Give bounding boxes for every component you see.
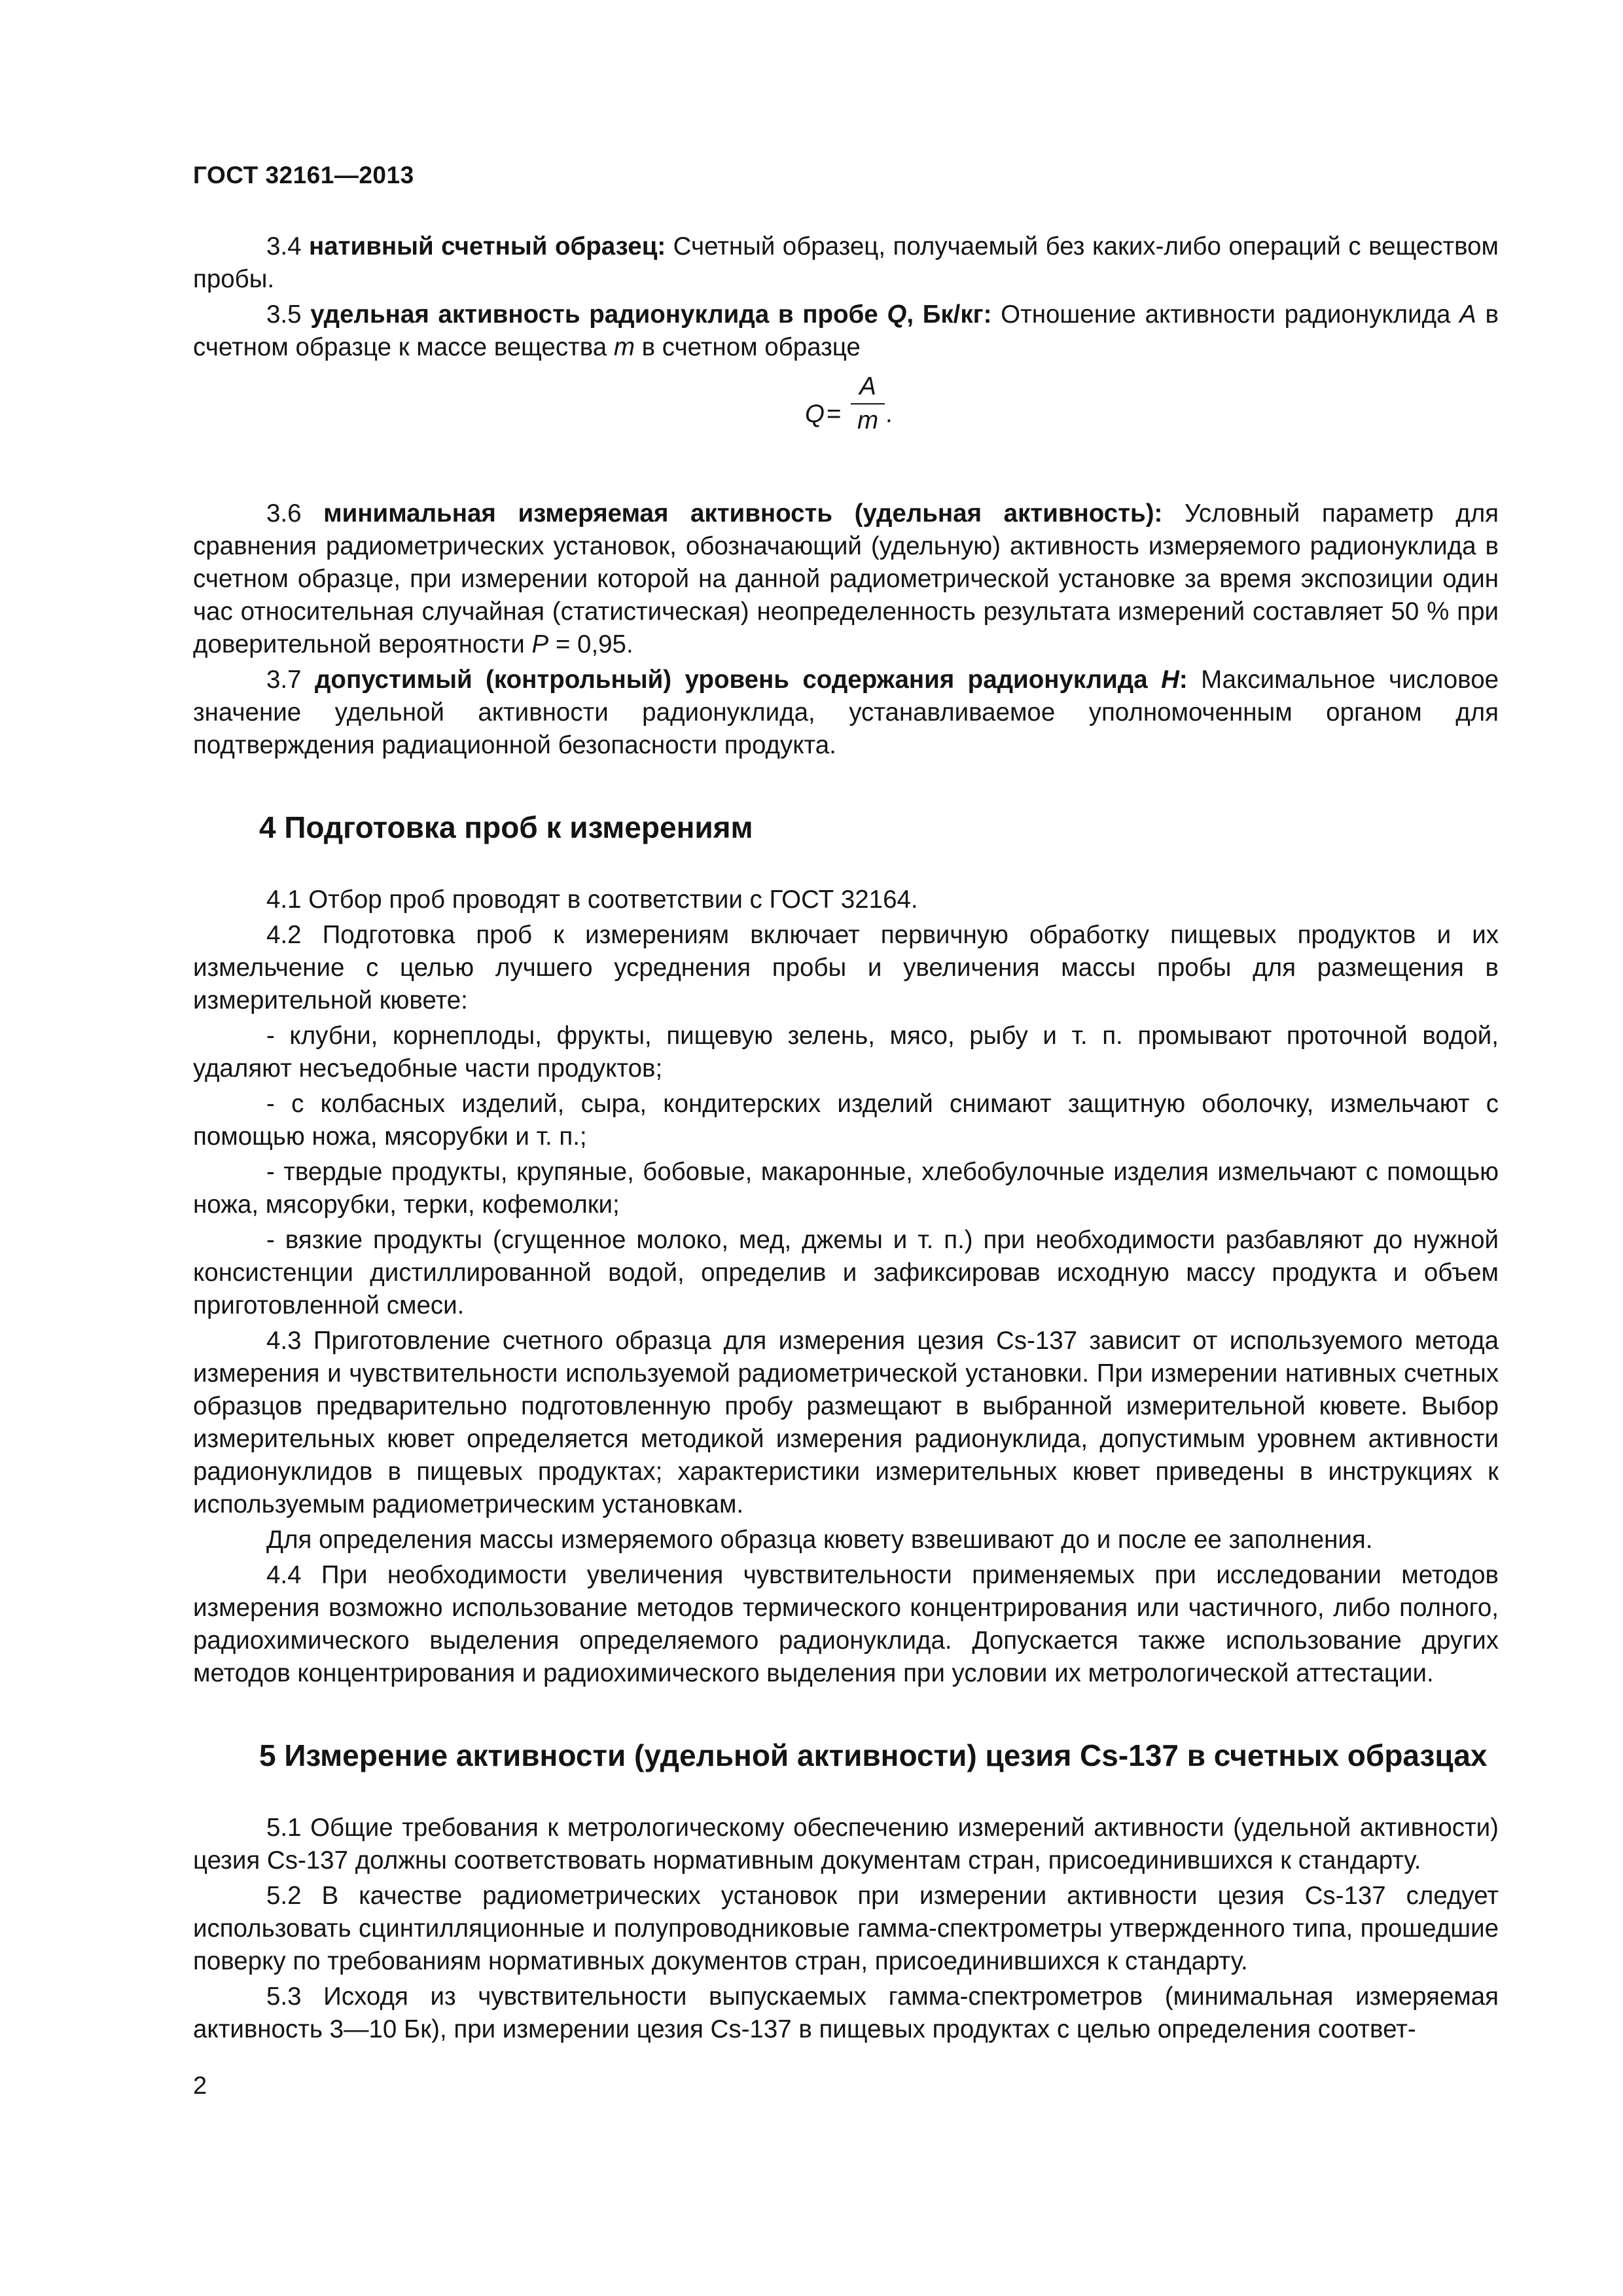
list-item: - клубни, корнеплоды, фрукты, пищевую зелень, мясо, рыбу и т. п. промывают проточной водой, удаляют несъедобные части продуктов; — [193, 1022, 1499, 1083]
list-item: - вязкие продукты (сгущенное молоко, мед, джемы и т. п.) при необходимости разбавляют до нужной консистенции дистиллированной водой, определив и зафиксировав исходную массу продукта и объем приготовленной смеси. — [193, 1226, 1499, 1319]
clause-5-2: 5.2 В качестве радиометрических установок при измерении активности цезия Cs-137 следует использовать сцинтилляционные и полупроводниковые гамма-спектрометры утвержденного типа, прошедшие поверку по требованиям нормативных документов стран, присоединившихся к стандарту. — [193, 1882, 1499, 1975]
clause-number: 3.4 — [266, 232, 302, 260]
clause-text: Максимальное числовое значение удельной активности радионуклида, устанавливаемое уполномоченным органом для подтверждения радиационной безопасности продукта. — [193, 666, 1499, 759]
document-header: ГОСТ 32161—2013 — [193, 162, 414, 188]
clause-3-4 — [193, 230, 1499, 296]
formula-denominator: m — [857, 406, 879, 435]
fraction-bar — [851, 403, 885, 404]
clause-text: Условный параметр для сравнения радиометрических установок, обозначающий (удельную) активность измеряемого радионуклида в счетном образце, при измерении которой на данной радиометрической установке за время экспозиции один час относительная случайная (статистическая) неопределенность результата измерений составляет 50 % при доверительной вероятности — [193, 499, 1499, 658]
section-5-heading: 5 Измерение активности (удельной активности) цезия Cs-137 в счетных образцах — [259, 1738, 1488, 1772]
clause-text: Отношение активности радионуклида — [1001, 300, 1451, 329]
clause-4-2: 4.2 Подготовка проб к измерениям включает первичную обработку пищевых продуктов и их измельчение с целью лучшего усреднения пробы и увеличения массы пробы для размещения в измерительной кювете: — [193, 921, 1499, 1014]
clause-3-5: 3.5 удельная активность радионуклида в пробе Q, Бк/кг: Отношение активности радионуклида A в счетном образце к массе вещества m в счетном образце — [193, 300, 1499, 361]
clause-4-3-weighing: Для определения массы измеряемого образца кювету взвешивают до и после ее заполнения. — [266, 1526, 1373, 1554]
clause-5-1: 5.1 Общие требования к метрологическому обеспечению измерений активности (удельной активности) цезия Cs-137 должны соответствовать нормативным документам стран, присоединившихся к стандарту. — [193, 1814, 1499, 1874]
term: минимальная измеряемая активность (удельная активность): — [323, 499, 1163, 528]
term: нативный счетный образец: — [309, 232, 666, 260]
section-4-heading: 4 Подготовка проб к измерениям — [259, 810, 753, 844]
document-body — [193, 230, 1499, 2049]
clause-5-3: 5.3 Исходя из чувствительности выпускаемых гамма-спектрометров (минимальная измеряемая активность 3—10 Бк), при измерении цезия Cs-137 в пищевых продуктах с целью определения соответ- — [193, 1982, 1499, 2043]
variable-p: P — [531, 630, 549, 658]
clause-number: 3.7 — [266, 666, 302, 694]
variable-m: m — [613, 333, 635, 361]
formula-lhs: Q — [805, 400, 825, 428]
term: допустимый (контрольный) уровень содержания радионуклида H: — [314, 666, 1188, 694]
clause-4-4: 4.4 При необходимости увеличения чувствительности применяемых при исследовании методов измерения возможно использование методов термического концентрирования или частичного, либо полного, радиохимического выделения определяемого радионуклида. Допускается также использование других методов концентрирования и радиохимического выделения при условии их метрологической аттестации. — [193, 1561, 1499, 1687]
page-number: 2 — [193, 2072, 207, 2100]
formula-end: . — [885, 400, 893, 428]
clause-3-6: 3.6 минимальная измеряемая активность (удельная активность): Условный параметр для сравнения радиометрических установок, обозначающий (удельную) активность измеряемого радионуклида в счетном образце, при измерении которой на данной радиометрической установке за время экспозиции один час относительная случайная (статистическая) неопределенность результата измерений составляет 50 % при доверительной вероятности P = 0,95. — [193, 499, 1499, 658]
clause-number: 3.5 — [266, 300, 302, 329]
term: удельная активность радионуклида в пробе Q, Бк/кг: — [310, 300, 992, 329]
list-item: - с колбасных изделий, сыра, кондитерских изделий снимают защитную оболочку, измельчают с помощью ножа, мясорубки и т. п.; — [193, 1090, 1499, 1151]
clause-text: Счетный образец, получаемый без каких-либо операций с веществом пробы. — [193, 232, 1499, 293]
clause-number: 3.6 — [266, 499, 302, 528]
formula — [193, 367, 1499, 497]
clause-3-7 — [193, 664, 1499, 762]
variable-a: A — [1459, 300, 1476, 329]
list-item: - твердые продукты, крупяные, бобовые, макаронные, хлебобулочные изделия измельчают с помощью ножа, мясорубки, терки, кофемолки; — [193, 1158, 1499, 1219]
clause-4-3: 4.3 Приготовление счетного образца для измерения цезия Cs-137 зависит от используемого метода измерения и чувствительности используемой радиометрической установки. При измерении нативных счетных образцов предварительно подготовленную пробу размещают в выбранной измерительной кювете. Выбор измерительных кювет определяется методикой измерения радионуклида, допустимым уровнем активности радионуклидов в пищевых продуктах; характеристики измерительных кювет приведены в инструкциях к используемым радиометрическим установкам. — [193, 1327, 1499, 1518]
formula-numerator: A — [859, 372, 876, 401]
formula-fraction — [851, 372, 885, 436]
formula-equals: = — [827, 400, 842, 428]
clause-4-1: 4.1 Отбор проб проводят в соответствии с ГОСТ 32164. — [266, 886, 918, 914]
